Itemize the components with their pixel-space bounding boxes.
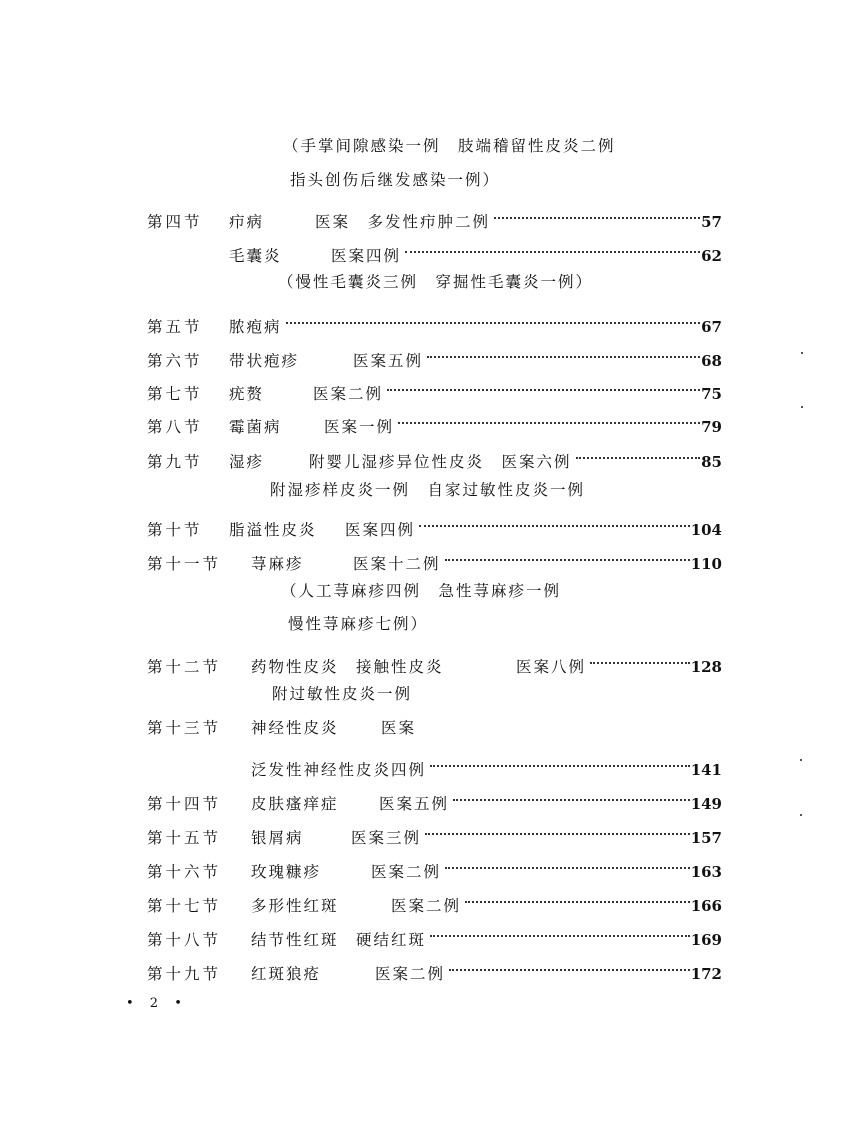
entry-detail: 附婴儿湿疹异位性皮炎 医案六例: [309, 453, 572, 471]
entry-title: 结节性红斑 硬结红斑: [251, 931, 427, 949]
entry-title: 皮肤瘙痒症: [251, 795, 339, 813]
dot-leader: [453, 783, 690, 809]
page-number: 157: [690, 829, 722, 847]
dot-leader: [427, 340, 700, 366]
toc-note: 附过敏性皮炎一例: [272, 685, 413, 703]
section-number: 第十八节: [147, 931, 222, 949]
entry-title: 多形性红斑: [251, 897, 339, 915]
section-number: 第十七节: [147, 897, 222, 915]
page-number: 166: [690, 897, 722, 915]
entry-detail: 医案一例: [324, 418, 395, 436]
section-number: 第七节: [147, 385, 203, 403]
toc-entry[interactable]: [147, 543, 722, 573]
toc-note: （手掌间隙感染一例 肢端稽留性皮炎二例: [283, 137, 616, 155]
entry-detail: 医案二例: [391, 897, 462, 915]
toc-entry[interactable]: [147, 919, 722, 949]
entry-title: 银屑病: [251, 829, 304, 847]
page-number: 57: [701, 213, 722, 231]
entry-detail: 医案: [381, 719, 417, 737]
toc-entry[interactable]: [147, 340, 722, 370]
scan-speck: [800, 759, 802, 761]
entry-detail: 医案二例: [371, 863, 442, 881]
toc-entry[interactable]: [147, 885, 722, 915]
page-number: 110: [690, 555, 722, 573]
scan-speck: [801, 352, 803, 354]
toc-entry[interactable]: [147, 851, 722, 881]
entry-detail: 医案八例: [516, 658, 587, 676]
entry-detail: 医案二例: [313, 385, 384, 403]
entry-title: 疖病: [229, 213, 265, 231]
toc-entry[interactable]: [251, 749, 722, 779]
scan-speck: [800, 814, 802, 816]
toc-entry[interactable]: [147, 646, 722, 676]
dot-leader: [445, 851, 690, 877]
entry-title: 红斑狼疮: [251, 965, 322, 983]
toc-entry[interactable]: [147, 509, 722, 539]
page-number: 75: [701, 385, 722, 403]
page-number: 79: [701, 418, 722, 436]
dot-leader: [494, 201, 700, 227]
section-number: 第五节: [147, 318, 203, 336]
dot-leader: [430, 919, 690, 945]
toc-entry[interactable]: [229, 235, 722, 265]
page-number: 141: [690, 761, 722, 779]
toc-entry[interactable]: [147, 373, 722, 403]
entry-title: 霉菌病: [229, 418, 282, 436]
entry-title: 脂溢性皮炎: [229, 521, 317, 539]
page-number: 104: [690, 521, 722, 539]
toc-entry[interactable]: [147, 306, 722, 336]
toc-entry[interactable]: [147, 441, 722, 471]
section-number: 第十节: [147, 521, 203, 539]
section-number: 第十九节: [147, 965, 222, 983]
page-number: 169: [690, 931, 722, 949]
section-number: 第六节: [147, 352, 203, 370]
section-number: 第十一节: [147, 555, 222, 573]
toc-note: （人工荨麻疹四例 急性荨麻疹一例: [281, 582, 562, 600]
entry-detail: 医案五例: [379, 795, 450, 813]
page-number: 128: [690, 658, 722, 676]
page-number: 62: [701, 247, 722, 265]
entry-detail: 医案 多发性疖肿二例: [315, 213, 491, 231]
scan-speck: [801, 406, 803, 408]
section-number: 第十五节: [147, 829, 222, 847]
page-folio: • 2 •: [126, 996, 188, 1011]
toc-note: 慢性荨麻疹七例）: [288, 615, 429, 633]
page-number: 67: [701, 318, 722, 336]
entry-title: 药物性皮炎 接触性皮炎: [251, 658, 444, 676]
dot-leader: [445, 543, 690, 569]
dot-leader: [430, 749, 690, 775]
page-number: 85: [701, 453, 722, 471]
toc-entry[interactable]: [147, 201, 722, 231]
toc-note: （慢性毛囊炎三例 穿掘性毛囊炎一例）: [278, 273, 594, 291]
section-number: 第十四节: [147, 795, 222, 813]
toc-entry[interactable]: [147, 406, 722, 436]
entry-detail: 医案三例: [351, 829, 422, 847]
toc-entry[interactable]: [147, 715, 722, 741]
dot-leader: [419, 509, 690, 535]
entry-detail: 医案五例: [353, 352, 424, 370]
page-number: 163: [690, 863, 722, 881]
toc-note: 附湿疹样皮炎一例 自家过敏性皮炎一例: [270, 481, 586, 499]
dot-leader: [465, 885, 690, 911]
dot-leader: [576, 441, 701, 467]
section-number: 第四节: [147, 213, 203, 231]
dot-leader: [286, 306, 701, 332]
page-number: 149: [690, 795, 722, 813]
entry-title: 湿疹: [229, 453, 265, 471]
entry-title: 玫瑰糠疹: [251, 863, 322, 881]
entry-title: 脓疱病: [229, 318, 282, 336]
toc-entry[interactable]: [147, 783, 722, 813]
page-number: 68: [701, 352, 722, 370]
toc-entry[interactable]: [147, 817, 722, 847]
dot-leader: [590, 646, 690, 672]
dot-leader: [405, 235, 700, 261]
section-number: 第九节: [147, 453, 203, 471]
section-number: 第十二节: [147, 658, 222, 676]
entry-title: 疣赘: [229, 385, 265, 403]
entry-detail: 医案四例: [331, 247, 402, 265]
dot-leader: [398, 406, 700, 432]
entry-title: 神经性皮炎: [251, 719, 339, 737]
dot-leader: [425, 817, 690, 843]
section-number: 第八节: [147, 418, 203, 436]
entry-title: 泛发性神经性皮炎四例: [251, 761, 427, 779]
section-number: 第十六节: [147, 863, 222, 881]
page-number: 172: [690, 965, 722, 983]
section-number: 第十三节: [147, 719, 222, 737]
dot-leader: [387, 373, 700, 399]
entry-title: 荨麻疹: [251, 555, 304, 573]
entry-detail: 医案十二例: [353, 555, 441, 573]
dot-leader: [449, 953, 690, 979]
entry-title: 毛囊炎: [229, 247, 282, 265]
entry-detail: 医案四例: [345, 521, 416, 539]
entry-detail: 医案二例: [375, 965, 446, 983]
toc-entry[interactable]: [147, 953, 722, 983]
entry-title: 带状疱疹: [229, 352, 300, 370]
toc-note: 指头创伤后继发感染一例）: [290, 171, 501, 189]
